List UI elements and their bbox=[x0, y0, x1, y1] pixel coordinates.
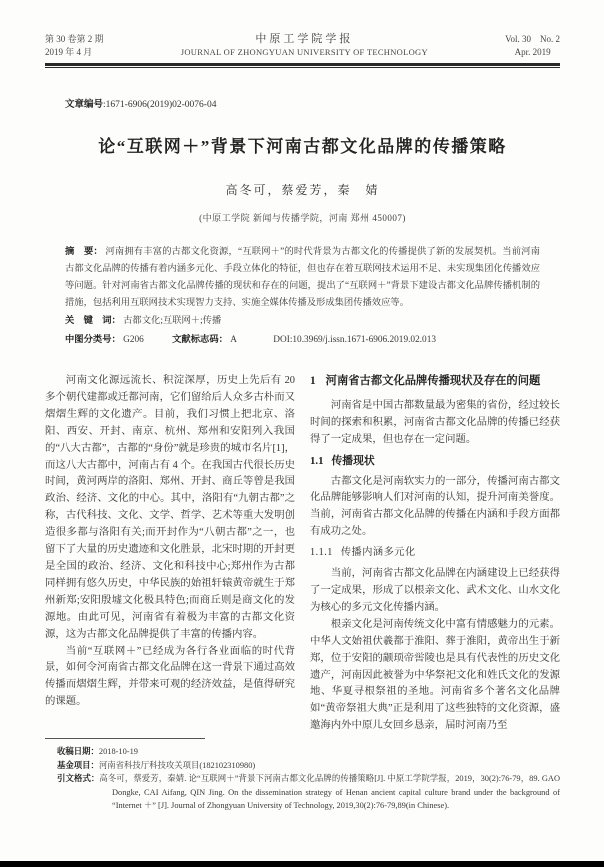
abstract-text: 河南拥有丰富的古都文化资源，“互联网＋”的时代背景为古都文化的传播提供了新的发展契机。当前河南古都文化品牌的传播有着内涵多元化、手段立体化的特征，但也存在着互联网技术运用不足、未实现集团化传播效应等问题。针对河南省古都文化品牌传播的现状和存在的问题，提出了“互联网＋”背景下建设古都文化品牌传播机制的措施，包括利用互联网技术实现智力支持、实施全媒体传播及形成集团传播效应等。 bbox=[65, 247, 540, 308]
section-1-paragraph: 河南省是中国古都数量最为密集的省份，经过较长时间的探索和积累，河南省古都文化品牌的传播已经获得了一定成果，但也存在一定问题。 bbox=[310, 399, 560, 445]
keywords-text: 古都文化;互联网＋;传播 bbox=[123, 316, 222, 326]
keywords-label: 关 键 词： bbox=[65, 316, 121, 326]
keywords bbox=[65, 313, 540, 330]
section-1-1-1-number: 1.1.1 bbox=[310, 547, 333, 559]
footnote-rule bbox=[45, 738, 205, 739]
date-en: Apr. 2019 bbox=[514, 47, 551, 57]
section-1-1-1-title: 传播内涵多元化 bbox=[340, 547, 416, 559]
doi: DOI:10.3969/j.issn.1671-6906.2019.02.013 bbox=[273, 335, 436, 345]
doc-code-label: 文献标志码： bbox=[172, 335, 228, 345]
section-1-1-paragraph: 古都文化是河南软实力的一部分，传播河南古都文化品牌能够影响人们对河南的认知，提升河南美誉度。当前，河南省古都文化品牌的传播在内涵和手段方面都有成功之处。 bbox=[310, 475, 560, 538]
journal-title-cn: 中原工学院学报 bbox=[255, 33, 354, 45]
article-number-value: :1671-6906(2019)02-0076-04 bbox=[103, 100, 217, 110]
intro-paragraph-1: 河南文化源远流长、积淀深厚，历史上先后有 20 多个朝代建都或迁都河南，它们留给后人众多古朴而又熠熠生辉的文化遗产。目前，我们习惯上把北京、洛阳、西安、开封、南京、杭州、郑州和安阳列入我国的“八大古都”，古都的“身份”就是珍贵的城市名片[1]，而这八大古都中，河南占有 4 个。在我国古代很长历史时间，黄河两岸的洛阳、郑州、开封、商丘等曾是我国政治、经济、文化的中心。其中，洛阳有“九朝古都”之称，古代科技、文化、文学、哲学、艺术等重大发明创造很多都与洛阳有关;而开封作为“八朝古都”之一，也留下了大量的历史遗迹和文化胜景，北宋时期的开封更是全国的政治、经济、文化和科技中心;郑州作为古都同样拥有悠久历史，中华民族的始祖轩辕黄帝就生于郑州新郑;安阳殷墟文化极具特色;而商丘则是商文化的发源地。由此可见，河南省有着极为丰富的古都文化资源，这为古都文化品牌提供了丰富的传播内容。 bbox=[45, 375, 295, 640]
issue-info bbox=[45, 33, 104, 59]
left-column bbox=[45, 373, 295, 735]
classification-line bbox=[65, 332, 540, 349]
section-1-1-1-paragraph-1: 当前，河南省古都文化品牌在内涵建设上已经获得了一定成果，形成了以根亲文化、武术文化、山水文化为核心的多元文化传播内涵。 bbox=[310, 568, 560, 613]
received-date-line bbox=[57, 745, 560, 759]
right-column bbox=[310, 373, 560, 735]
clc-label: 中图分类号： bbox=[65, 335, 121, 345]
footnote-block bbox=[45, 745, 560, 813]
volume-issue-en: Vol. 30 No. 2 bbox=[505, 34, 560, 44]
body-columns bbox=[45, 373, 560, 735]
authors: 高冬可，蔡爱芳，秦 婧 bbox=[225, 183, 380, 197]
abstract-label: 摘 要： bbox=[65, 247, 103, 257]
section-1-1-heading bbox=[310, 453, 560, 470]
paper-title: 论“互联网＋”背景下河南古都文化品牌的传播策略 bbox=[98, 137, 507, 156]
section-1-1-title: 传播现状 bbox=[331, 454, 375, 467]
section-1-title: 河南省古都文化品牌传播现状及存在的问题 bbox=[325, 375, 541, 387]
volume-info-en bbox=[505, 33, 560, 59]
abstract bbox=[65, 244, 540, 312]
article-number-label: 文章编号 bbox=[65, 100, 104, 110]
received-date-label: 收稿日期： bbox=[57, 747, 99, 756]
section-1-number: 1 bbox=[310, 375, 316, 387]
section-1-heading bbox=[310, 373, 560, 390]
citation-label: 引文格式： bbox=[57, 774, 100, 783]
date-cn: 2019 年 4 月 bbox=[45, 47, 93, 57]
received-date-value: 2018-10-19 bbox=[98, 747, 138, 756]
article-number bbox=[65, 96, 560, 110]
intro-paragraph-2: 当前“互联网＋”已经成为各行各业面临的时代背景，如何令河南省古都文化品牌在这一背景下通过高效传播而熠熠生辉，并带来可观的经济效益，是值得研究的课题。 bbox=[45, 645, 295, 708]
journal-title-en: JOURNAL OF ZHONGYUAN UNIVERSITY OF TECHNOLOGY bbox=[180, 47, 428, 57]
fund-label: 基金项目： bbox=[57, 760, 99, 770]
doc-code-value: A bbox=[230, 335, 237, 345]
volume-issue-cn: 第 30 卷第 2 期 bbox=[45, 34, 104, 44]
citation-line bbox=[57, 772, 560, 813]
fund-line bbox=[57, 759, 560, 773]
citation-cn: 高冬可，蔡爱芳，秦婧. 论“互联网＋”背景下河南古都文化品牌的传播策略[J]. 中原工学院学报，2019，30(2):76-79，89. bbox=[99, 774, 542, 783]
affiliation: (中原工学院 新闻与传播学院，河南 郑州 450007) bbox=[199, 213, 406, 223]
section-1-1-1-paragraph-2: 根亲文化是河南传统文化中富有情感魅力的元素。中华人文始祖伏羲都于淮阳、葬于淮阳，黄帝出生于新郑，位于安阳的颛顼帝喾陵也是具有代表性的历史文化遗产，河南因此被誉为中华祭祀文化和姓氏文化的发源地、华夏寻根祭祖的圣地。河南省多个著名文化品牌如“黄帝祭祖大典”正是利用了这些独特的文化资源，盛邀海内外中原儿女回乡恳亲，届时河南乃至 bbox=[310, 618, 560, 732]
masthead-rule-thin bbox=[45, 67, 560, 68]
journal-title-block bbox=[104, 32, 506, 59]
journal-masthead bbox=[45, 32, 560, 59]
clc-value: G206 bbox=[123, 335, 144, 345]
section-1-1-1-heading bbox=[310, 545, 560, 562]
fund-value: 河南省科技厅科技攻关项目(182102310980) bbox=[98, 760, 256, 770]
section-1-1-number: 1.1 bbox=[310, 454, 324, 467]
scan-edge-bar bbox=[0, 861, 604, 867]
masthead-rule-thick bbox=[45, 63, 560, 66]
citation-en: GAO Dongke, CAI Aifang, QIN Jing. On the dissemination strategy of Henan ancient capital culture brand under the background of “Internet ＋” [J]. Journal of Zhongyuan University of Technology, 2019,30(2):76-79,89(in Chinese). bbox=[112, 774, 560, 810]
